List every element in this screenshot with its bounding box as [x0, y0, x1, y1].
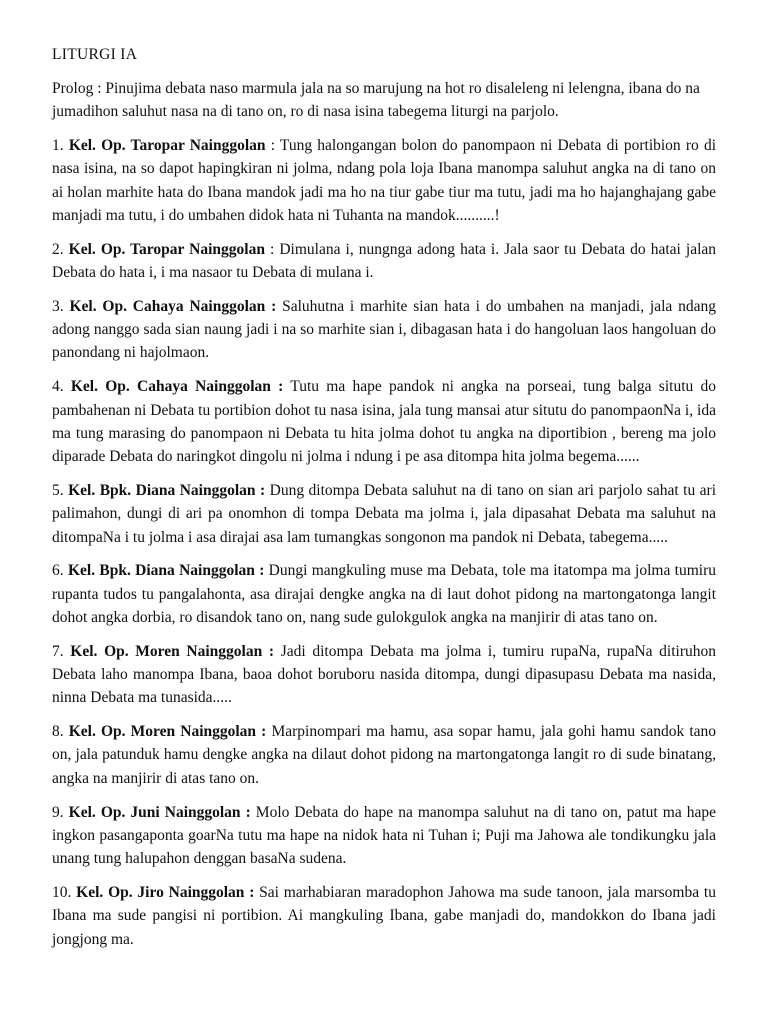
liturgy-item-4 — [52, 375, 716, 468]
prolog-text: : Pinujima debata naso marmula jala na so marujung na hot ro disaleleng ni lelengna, ibana do na jumadihon saluhut nasa na di tano on, ro di nasa isina tabegema liturgi na parjolo. — [52, 80, 700, 121]
liturgy-item-1 — [52, 134, 716, 227]
item-speaker: Kel. Op. Jiro Nainggolan : — [76, 883, 255, 901]
item-text: Jadi ditompa Debata ma jolma i, tumiru rupaNa, rupaNa ditiruhon Debata laho manompa Ibana, baoa dohot boruboru nasida ditompa, dungi dipasupasu Debata ma nasida, ninna Debata ma tunasida..... — [52, 642, 717, 707]
item-number: 5. — [52, 481, 64, 499]
item-text: Sai marhabiaran maradophon Jahowa ma sude tanoon, jala marsomba tu Ibana ma sude pangisi ni portibion. Ai mangkuling Ibana, gabe manjadi do, mandokkon do Ibana jadi jongjong ma. — [52, 883, 716, 948]
liturgy-document — [52, 44, 716, 961]
item-speaker: Kel. Op. Moren Nainggolan : — [68, 723, 267, 741]
item-number: 10. — [52, 883, 72, 901]
item-speaker: Kel. Op. Cahaya Nainggolan : — [69, 297, 277, 315]
liturgy-item-8 — [52, 720, 716, 790]
item-number: 4. — [52, 378, 64, 396]
item-speaker: Kel. Op. Juni Nainggolan : — [68, 803, 251, 821]
item-text: Dungi mangkuling muse ma Debata, tole ma itatompa ma jolma tumiru rupanta tudos tu pangalahonta, asa dirajai dengke angka na di laut dohot pidong na martongatonga langit dohot angka dorbia, ro disandok tano on, nang sude gulokgulok angka na manjirir di atas tano on. — [52, 562, 717, 626]
item-text: Saluhutna i marhite sian hata i do umbahen na manjadi, jala ndang adong nanggo sada sian naung jadi i na so marhite sian i, dibagasan hata i do hangoluan laos hangoluan do panondang ni hajolmaon. — [52, 297, 716, 362]
item-number: 1. — [52, 137, 64, 155]
item-number: 2. — [52, 240, 64, 258]
item-text: Molo Debata do hape na manompa saluhut na di tano on, patut ma hape ingkon pasangaponta goarNa tutu ma hape na nidok hata ni Tuhan i; Puji ma Jahowa ale tondikungku jala unang tung halupahon denggan basaNa sudena. — [52, 803, 717, 868]
item-number: 7. — [52, 642, 64, 660]
item-speaker: Kel. Op. Cahaya Nainggolan : — [70, 378, 284, 396]
item-text: Marpinompari ma hamu, asa sopar hamu, jala gohi hamu sandok tano on, jala patunduk hamu dengke angka na dilaut dohot pidong na martongatonga langit ro di sude binatang, angka na manjirir di atas tano on. — [52, 723, 717, 787]
liturgy-item-7 — [52, 640, 716, 710]
item-speaker: Kel. Op. Taropar Nainggolan — [68, 137, 266, 155]
liturgy-item-10 — [52, 881, 716, 951]
item-text: : Dimulana i, nungnga adong hata i. Jala saor tu Debata do hatai jalan Debata do hata i, i ma nasaor tu Debata di mulana i. — [52, 240, 717, 282]
liturgy-item-9 — [52, 801, 716, 871]
liturgy-item-2 — [52, 238, 716, 285]
document-title: LITURGI IA — [52, 46, 138, 63]
item-number: 9. — [52, 803, 64, 821]
item-text: : Tung halongangan bolon do panompaon ni Debata di portibion ro di nasa isina, na so dapot hapingkiran ni jolma, ndang pola loja Ibana manompa saluhut angka na di tano on ai holan marhite hata do Ibana mandok jadi ma ho na tiur gabe tiur ma tutu, jadi ma ho hajanghajang gabe manjadi ma tutu, i do umbahen didok hata ni Tuhanta na mandok..........! — [52, 137, 717, 224]
item-speaker: Kel. Bpk. Diana Nainggolan : — [67, 562, 265, 580]
liturgy-item-3 — [52, 295, 716, 365]
liturgy-item-5 — [52, 479, 716, 549]
item-text: Tutu ma hape pandok ni angka na porseai, tung balga situtu do pambahenan ni Debata tu portibion dohot tu nasa isina, jala tung mansai atur situtu do panompaonNa i, ida ma tung marasing do panompaon ni Debata tu hita jolma dohot tu angka na diportibion , bereng ma jolo diparade Debata do naringkot dingolu ni jolma i ndung i pe asa ditompa hita jolma begema...... — [52, 378, 716, 466]
prolog-paragraph — [52, 77, 716, 124]
item-number: 8. — [52, 723, 64, 741]
item-speaker: Kel. Op. Taropar Nainggolan — [68, 240, 265, 258]
prolog-label: Prolog — [52, 80, 94, 97]
item-speaker: Kel. Op. Moren Nainggolan : — [70, 642, 275, 660]
item-speaker: Kel. Bpk. Diana Nainggolan : — [68, 481, 266, 499]
item-number: 3. — [52, 297, 64, 315]
item-number: 6. — [52, 562, 64, 580]
liturgy-item-6 — [52, 559, 716, 629]
item-text: Dung ditompa Debata saluhut na di tano on sian ari parjolo sahat tu ari palimahon, dungi di ari pa onomhon di tompa Debata ma jolma i, jala dipasahat Debata ma saluhut na ditompaNa i tu jolma i asa dirajai asa lam tumangkas songonon ma pandok ni Debata, tabegema..... — [52, 481, 717, 546]
